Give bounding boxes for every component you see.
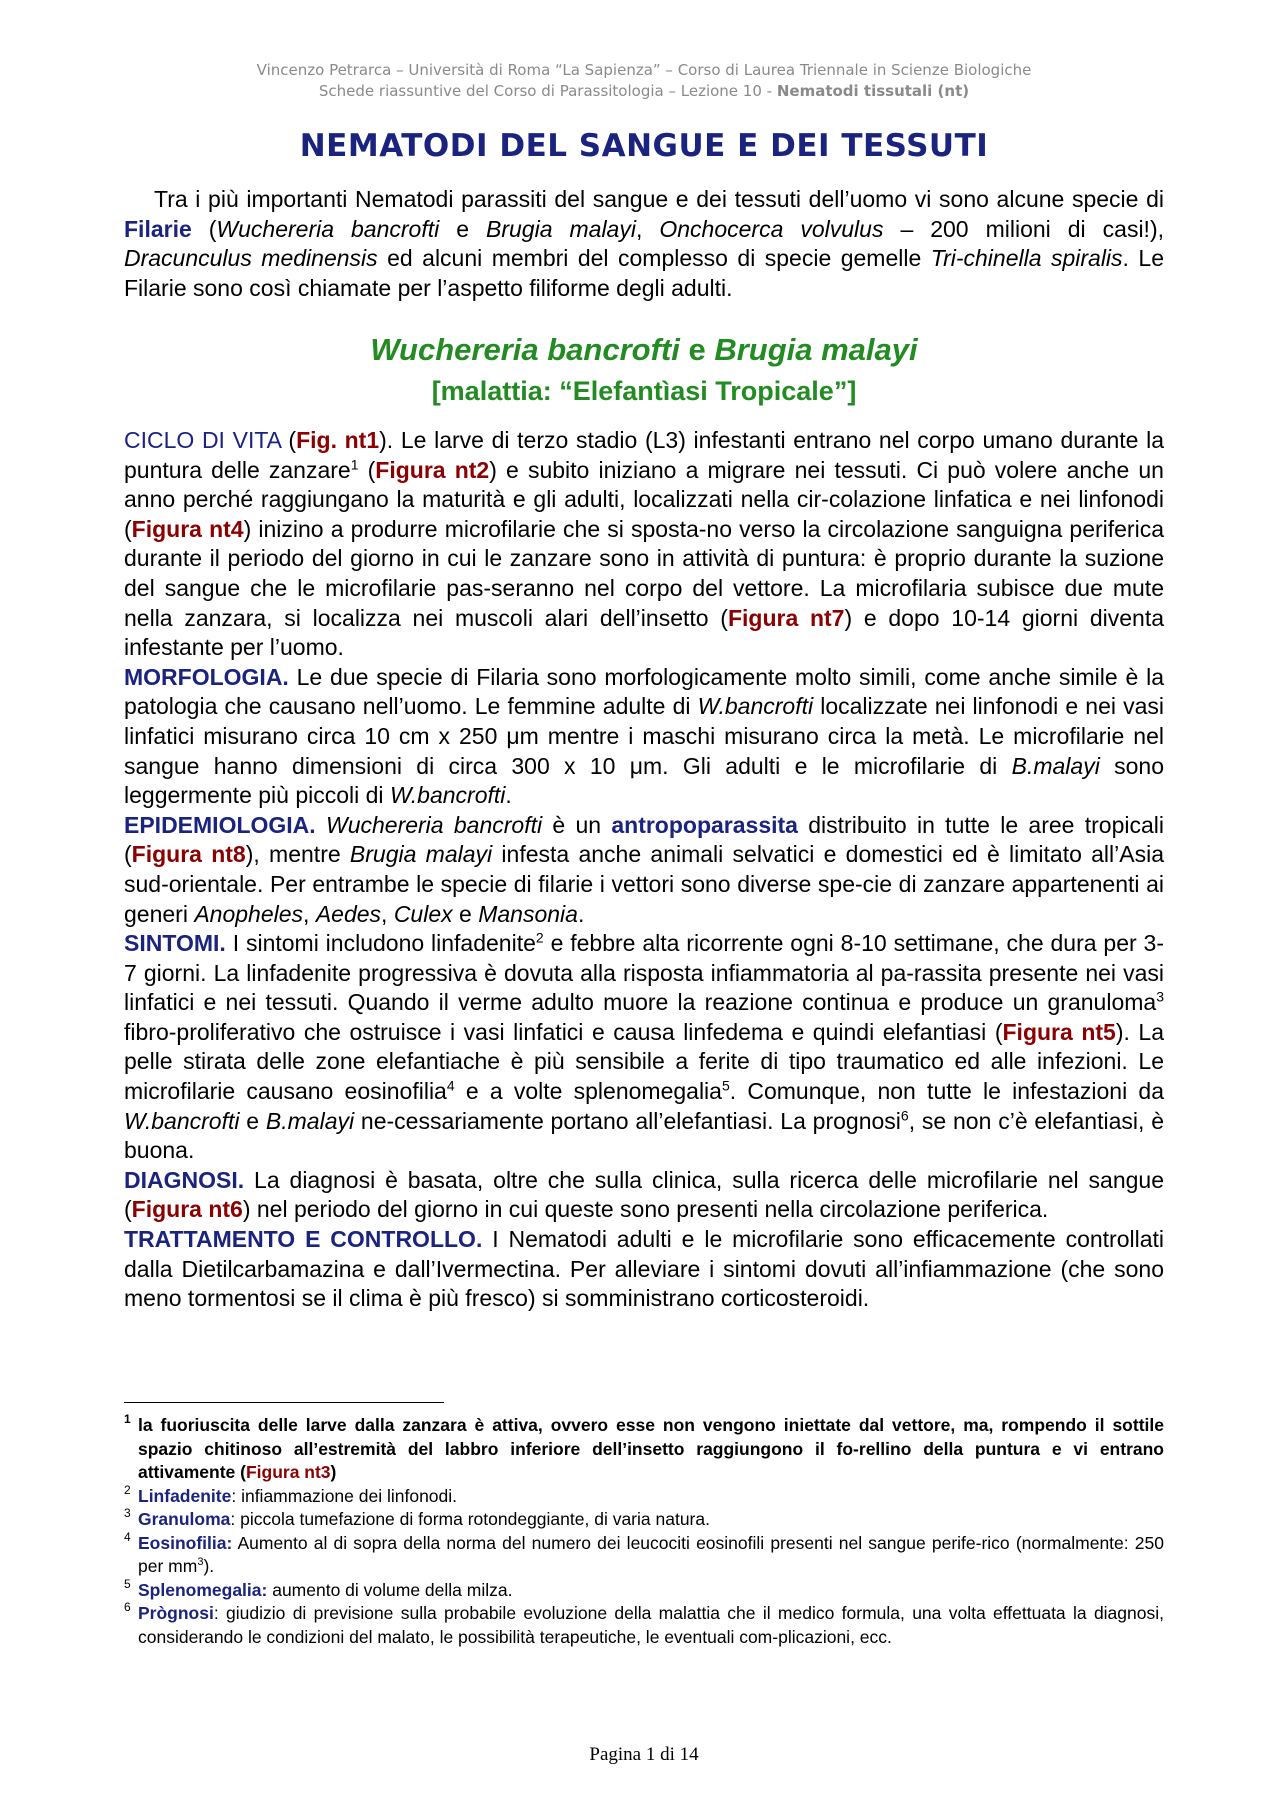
footnote-text: : piccola tumefazione di forma rotondeggiante, di varia natura. [230, 1509, 710, 1529]
footnote-separator [124, 1402, 444, 1403]
text: fibro-proliferativo che ostruisce i vasi linfatici e causa linfedema e quindi elefantiasi ( [124, 1018, 1003, 1045]
footnote-term: Splenomegalia: [138, 1579, 268, 1600]
section-subtitle: [malattia: “Elefantìasi Tropicale”] [431, 376, 857, 406]
species-name: Brugia malayi [349, 841, 493, 868]
header-line-1: Vincenzo Petrarca – Università di Roma “La Sapienza” – Corso di Laurea Triennale in Scienze Biologiche [256, 61, 1032, 79]
text: ( [280, 427, 297, 453]
figure-ref[interactable]: Figura nt4 [131, 515, 244, 542]
footnote-ref[interactable]: 1 [350, 455, 359, 472]
intro-text: ed alcuni membri del complesso di specie gemelle [377, 245, 931, 272]
unit-exponent: 3 [197, 1556, 204, 1569]
intro-text: – 200 milioni di casi!), [883, 215, 1165, 242]
footnote-term: Prògnosi [138, 1603, 214, 1623]
footnote-number: 3 [124, 1506, 131, 1520]
ciclo-label: CICLO DI VITA [124, 427, 281, 453]
text: ) e dopo 10-14 giorni diventa infestante per l’uomo. [124, 604, 1164, 661]
footnote-text: ) [330, 1462, 337, 1482]
intro-text: Tra i più importanti Nematodi parassiti del sangue e dei tessuti dell’uomo vi sono alcune specie di [154, 186, 1164, 212]
figure-ref[interactable]: Figura nt2 [375, 456, 490, 483]
footnote-2 [124, 1482, 1164, 1509]
footnote-number: 2 [124, 1482, 131, 1497]
text: è un [542, 811, 612, 838]
intro-text: ( [191, 215, 217, 242]
footnote-ref[interactable]: 4 [446, 1077, 455, 1094]
species-name: W.bancrofti [389, 782, 506, 809]
species-name: Wuchereria bancrofti [216, 215, 440, 242]
footnotes [124, 1414, 1164, 1649]
sintomi-label: SINTOMI. [124, 930, 226, 957]
text: . Comunque, non tutte le infestazioni da [729, 1078, 1164, 1105]
footnote-ref[interactable]: 5 [721, 1077, 730, 1094]
section-title [124, 332, 1164, 368]
figure-ref[interactable]: Figura nt6 [131, 1196, 243, 1223]
species-name: Brugia malayi [486, 215, 636, 242]
intro-text: . Le Filarie sono così chiamate per l’aspetto filiforme degli adulti. [124, 245, 1164, 301]
page-number: Pagina 1 di 14 [589, 1744, 699, 1765]
diagnosi-label: DIAGNOSI. [124, 1166, 245, 1193]
trattamento-label: TRATTAMENTO E CONTROLLO. [124, 1226, 483, 1253]
trattamento-paragraph [124, 1225, 1164, 1314]
epidemiologia-label: EPIDEMIOLOGIA. [124, 811, 316, 838]
footnote-term: Granuloma [138, 1509, 231, 1529]
running-header [124, 60, 1164, 102]
text: e [452, 900, 479, 927]
species-name: Dracunculus medinensis [124, 245, 378, 272]
intro-paragraph [124, 185, 1164, 303]
text: localizzate nei linfonodi e nei vasi linfatici misurano circa 10 cm x 250 μm mentre i maschi misurano circa la metà. Le microfilarie nel sangue hanno dimensioni di circa 300 x 10 μm. Gli adulti e le microfilarie di [124, 693, 1165, 779]
text: , [303, 900, 316, 927]
text: ) nel periodo del giorno in cui queste sono presenti nella circolazione periferica. [242, 1196, 1049, 1223]
footnote-number: 4 [124, 1529, 131, 1544]
text: ( [358, 456, 376, 483]
species-name: Tri-chinella spiralis [930, 245, 1123, 272]
text: e febbre alta ricorrente ogni 8-10 settimane, che dura per 3-7 giorni. La linfadenite progressiva è dovuta alla risposta infiammatoria al pa-rassita presente nei vasi linfatici e nei tessuti. Quando il verme adulto muore la reazione continua e produce un granuloma [124, 930, 1164, 1016]
footnote-1 [124, 1414, 1164, 1485]
figure-ref[interactable]: Fig. nt1 [296, 427, 380, 453]
figure-ref[interactable]: Figura nt8 [131, 841, 246, 868]
header-lesson-topic: Nematodi tissutali (nt) [776, 82, 970, 100]
morfologia-label: MORFOLOGIA. [124, 663, 289, 690]
footnote-5 [124, 1576, 1164, 1603]
footnote-text: Aumento al di sopra della norma del numero dei leucociti eosinofili presenti nel sangue perife-rico (normalmente: 250 per mm [138, 1532, 1164, 1576]
footnote-text: la fuoriuscita delle larve dalla zanzara è attiva, ovvero esse non vengono iniettate dal vettore, ma, rompendo il sottile spazio chitinoso all’estremità del labbro inferiore dell’insetto raggiungono il fo-rellino della puntura e vi entrano attivamente ( [138, 1415, 1164, 1482]
footnote-text: : infiammazione dei linfonodi. [231, 1485, 458, 1506]
ciclo-paragraph [124, 426, 1164, 663]
species-name: B.malayi [1011, 752, 1100, 779]
section-title-species-a: Wuchereria bancrofti [370, 332, 680, 367]
text [316, 812, 326, 838]
section-title-conj: e [679, 332, 715, 367]
text: I sintomi includono linfadenite [225, 930, 536, 957]
figure-ref[interactable]: Figura nt7 [727, 604, 845, 631]
footnote-ref[interactable]: 3 [1156, 988, 1164, 1005]
text: ). La pelle stirata delle zone elefantiache è più sensibile a ferite di tipo traumatico ed alle infezioni. Le microfilarie causano eosinofilia [124, 1018, 1165, 1105]
main-content [124, 426, 1164, 1314]
text: . [577, 900, 585, 927]
text: ) e subito iniziano a migrare nei tessuti. Ci può volere anche un anno perché raggiungano la maturità e gli adulti, localizzati nella cir-colazione linfatica e nei linfonodi ( [124, 456, 1164, 542]
footnote-term: Linfadenite [138, 1485, 232, 1506]
species-name: Onchocerca volvulus [659, 215, 884, 242]
header-line-2 [124, 81, 1164, 102]
text: ). Le larve di terzo stadio (L3) infestanti entrano nel corpo umano durante la puntura delle zanzare [124, 427, 1165, 483]
text: distribuito in tutte le aree tropicali ( [124, 811, 1165, 868]
text: La diagnosi è basata, oltre che sulla clinica, sulla ricerca delle microfilarie nel sangue ( [124, 1166, 1164, 1223]
text: sono leggermente più piccoli di [124, 752, 1164, 809]
footnote-text: : giudizio di previsione sulla probabile evoluzione della malattia che il medico formula, una volta effettuata la diagnosi, considerando le condizioni del malato, le possibilità terapeutiche, le eventuali com-plicazioni, ecc. [138, 1603, 1164, 1647]
text: e a volte splenomegalia [454, 1078, 722, 1105]
page-title: NEMATODI DEL SANGUE E DEI TESSUTI [299, 128, 989, 164]
text: ne-cessariamente portano all’elefantiasi. La prognosi [354, 1107, 901, 1134]
section-title-species-b: Brugia malayi [714, 332, 918, 367]
footnote-ref[interactable]: 2 [535, 929, 544, 946]
figure-ref[interactable]: Figura nt3 [245, 1462, 331, 1482]
genus-name: Culex [393, 900, 453, 927]
species-name: B.malayi [265, 1107, 355, 1134]
text: , [381, 900, 394, 927]
text: e [239, 1107, 266, 1134]
genus-name: Mansonia [478, 900, 578, 927]
epidemiologia-paragraph [124, 811, 1164, 929]
footnote-3 [124, 1508, 1164, 1532]
footnote-number: 1 [124, 1412, 131, 1426]
footnote-6 [124, 1602, 1164, 1649]
footnote-term: Eosinofilia: [138, 1532, 233, 1553]
text: Le due specie di Filaria sono morfologicamente molto simili, come anche simile è la patologia che causano nell’uomo. Le femmine adulte di [124, 663, 1164, 720]
intro-text: , [635, 215, 660, 242]
footnote-4 [124, 1529, 1164, 1579]
morfologia-paragraph [124, 663, 1164, 811]
figure-ref[interactable]: Figura nt5 [1002, 1018, 1116, 1045]
species-name: Wuchereria bancrofti [325, 811, 543, 838]
footnote-text: ). [203, 1556, 215, 1576]
footnote-number: 5 [124, 1576, 131, 1591]
text: , se non c’è elefantiasi, è buona. [124, 1107, 1164, 1164]
header-line-2-prefix: Schede riassuntive del Corso di Parassitologia – Lezione 10 - [318, 82, 777, 100]
term-antropoparassita: antropoparassita [611, 811, 798, 838]
species-name: W.bancrofti [124, 1107, 240, 1134]
diagnosi-paragraph [124, 1166, 1164, 1225]
footnote-ref[interactable]: 6 [900, 1107, 909, 1123]
text: I Nematodi adulti e le microfilarie sono efficacemente controllati dalla Dietilcarbamazina e dall’Ivermectina. Per alleviare i sintomi dovuti all’infiammazione (che sono meno tormentosi se il clima è più fresco) si somministrano corticosteroidi. [124, 1226, 1165, 1312]
genus-name: Anopheles [194, 900, 304, 927]
footnote-number: 6 [124, 1600, 131, 1614]
footnote-text: aumento di volume della milza. [267, 1579, 513, 1600]
text: . [505, 782, 512, 809]
text: ), mentre [245, 841, 350, 868]
sintomi-paragraph [124, 929, 1164, 1166]
genus-name: Aedes [315, 900, 382, 927]
text: infesta anche animali selvatici e domestici ed è limitato all’Asia sud-orientale. Per entrambe le specie di filarie i vettori sono diverse spe-cie di zanzare appartenenti ai generi [124, 841, 1165, 927]
term-filarie: Filarie [124, 215, 192, 242]
species-name: W.bancrofti [697, 693, 814, 720]
text: ) inizino a produrre microfilarie che si sposta-no verso la circolazione sanguigna periferica durante il periodo del giorno in cui le zanzare sono in attività di puntura: è proprio durante la suzione del sangue che le microfilarie pas-seranno nel corpo del vettore. La microfilaria subisce due mute nella zanzara, si localizza nei muscoli alari dell’insetto ( [124, 515, 1164, 631]
intro-text: e [439, 215, 487, 242]
